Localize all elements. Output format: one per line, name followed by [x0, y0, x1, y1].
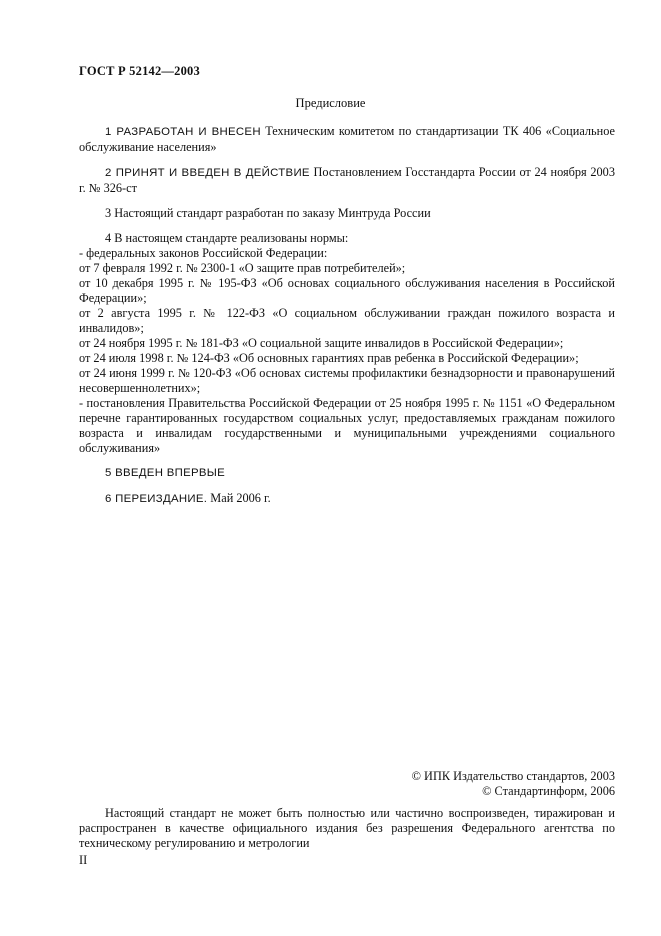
item-1-text: Техническим комитетом по стандартизации ТК 406 «Социальное обслуживание населения»	[79, 124, 615, 154]
law-item: от 24 июня 1999 г. № 120-ФЗ «Об основах системы профилактики безнадзорности и правонарушений несовершеннолетних»;	[79, 366, 615, 395]
law-item: от 24 ноября 1995 г. № 181-ФЗ «О социальной защите инвалидов в Российской Федерации»;	[79, 336, 564, 350]
preface-item-3: 3 Настоящий стандарт разработан по заказу Минтруда России	[105, 206, 431, 220]
preface-item-1	[79, 124, 615, 155]
copyright-line-1: © ИПК Издательство стандартов, 2003	[411, 769, 615, 783]
item-6-lead: 6 ПЕРЕИЗДАНИЕ.	[105, 493, 208, 505]
preface-item-2	[79, 165, 615, 196]
preface-item-6	[79, 491, 615, 507]
laws-heading: - федеральных законов Российской Федерации:	[79, 246, 328, 260]
standard-code: ГОСТ Р 52142—2003	[79, 64, 200, 78]
preface-item-4-intro: 4 В настоящем стандарте реализованы нормы:	[105, 231, 349, 245]
law-item: от 24 июля 1998 г. № 124-ФЗ «Об основных гарантиях прав ребенка в Российской Федерации»;	[79, 351, 579, 365]
item-1-lead: 1 РАЗРАБОТАН И ВНЕСЕН	[105, 126, 261, 138]
preface-body	[79, 124, 615, 507]
law-item: от 2 августа 1995 г. № 122-ФЗ «О социальном обслуживании граждан пожилого возраста и инвалидов»;	[79, 306, 615, 335]
item-2-text: Постановлением Госстандарта России от 24 ноября 2003 г. № 326-ст	[79, 165, 615, 195]
copyright-block	[412, 769, 615, 799]
item-6-text: Май 2006 г.	[207, 491, 271, 505]
decree-item: - постановления Правительства Российской Федерации от 25 ноября 1995 г. № 1151 «О Федеральном перечне гарантированных государством социальных услуг, предоставляемых гражданам пожилого возраста и инвалидам государственными и муниципальными учреждениями социального обслуживания»	[79, 396, 615, 455]
preface-title: Предисловие	[295, 96, 366, 110]
item-2-lead: 2 ПРИНЯТ И ВВЕДЕН В ДЕЙСТВИЕ	[105, 167, 310, 179]
copyright-line-2: © Стандартинформ, 2006	[482, 784, 615, 798]
preface-item-5: 5 ВВЕДЕН ВПЕРВЫЕ	[105, 467, 226, 479]
law-item: от 7 февраля 1992 г. № 2300-1 «О защите прав потребителей»;	[79, 261, 406, 275]
page-number: II	[79, 853, 88, 867]
law-item: от 10 декабря 1995 г. № 195-ФЗ «Об основах социального обслуживания населения в Российской Федерации»;	[79, 276, 615, 305]
reproduction-notice: Настоящий стандарт не может быть полностью или частично воспроизведен, тиражирован и распространен в качестве официального издания без разрешения Федерального агентства по техническому регулированию и метрологии	[79, 806, 615, 850]
